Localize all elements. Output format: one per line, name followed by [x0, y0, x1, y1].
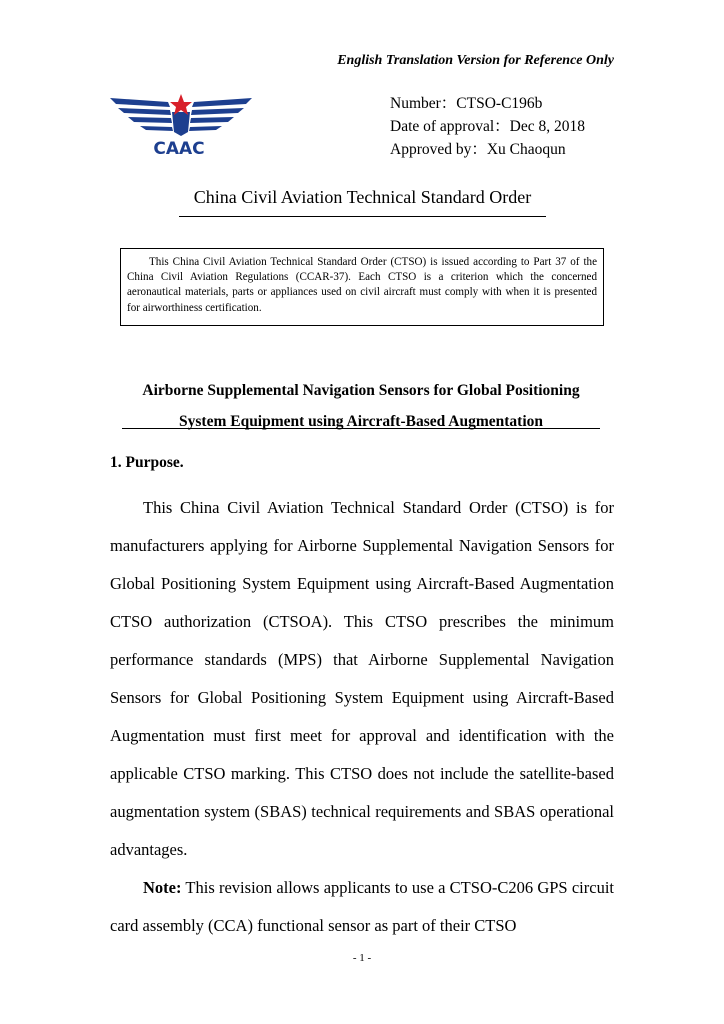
subject-line-2: System Equipment using Aircraft-Based Augmentation — [179, 413, 543, 430]
purpose-paragraph: This China Civil Aviation Technical Standard Order (CTSO) is for manufacturers applying for Airborne Supplemental Navigation Sensors for Global Positioning System Equipment using Aircraft-Based Augmentation CTSO authorization (CTSOA). This CTSO prescribes the minimum performance standards (MPS) that Airborne Supplemental Navigation Sensors for Global Positioning System Equipment using Aircraft-Based Augmentation must first meet for approval and identification with the applicable CTSO marking. This CTSO does not include the satellite-based augmentation system (SBAS) technical requirements and SBAS operational advantages. — [110, 498, 614, 859]
note-label: Note: — [143, 878, 182, 897]
subject-underline — [122, 428, 600, 429]
note-text: This revision allows applicants to use a CTSO-C206 GPS circuit card assembly (CCA) functional sensor as part of their CTSO — [110, 878, 614, 935]
document-title: China Civil Aviation Technical Standard Order — [179, 187, 546, 217]
ctso-notice-box — [120, 248, 604, 326]
note-paragraph — [110, 869, 614, 945]
purpose-body — [110, 489, 614, 945]
order-metadata — [390, 92, 585, 161]
approver: Approved by：Xu Chaoqun — [390, 141, 566, 158]
section-heading: 1. Purpose. — [110, 454, 184, 471]
subject-line-1: Airborne Supplemental Navigation Sensors for Global Positioning — [142, 382, 580, 399]
approval-date: Date of approval：Dec 8, 2018 — [390, 118, 585, 135]
caac-wings-icon — [108, 90, 254, 162]
ctso-notice-text: This China Civil Aviation Technical Standard Order (CTSO) is issued according to Part 37 of the China Civil Aviation Regulations (CCAR-37). Each CTSO is a criterion which the concerned aeronautical materials, parts or appliances used on civil aircraft must comply with when it is presented for airworthiness certification. — [127, 256, 597, 314]
caac-logo — [108, 90, 254, 162]
translation-note: English Translation Version for Reference Only — [337, 53, 614, 68]
page-number: - 1 - — [352, 952, 372, 964]
order-number: Number：CTSO-C196b — [390, 95, 543, 112]
caac-logo-text: CAAC — [153, 139, 205, 159]
